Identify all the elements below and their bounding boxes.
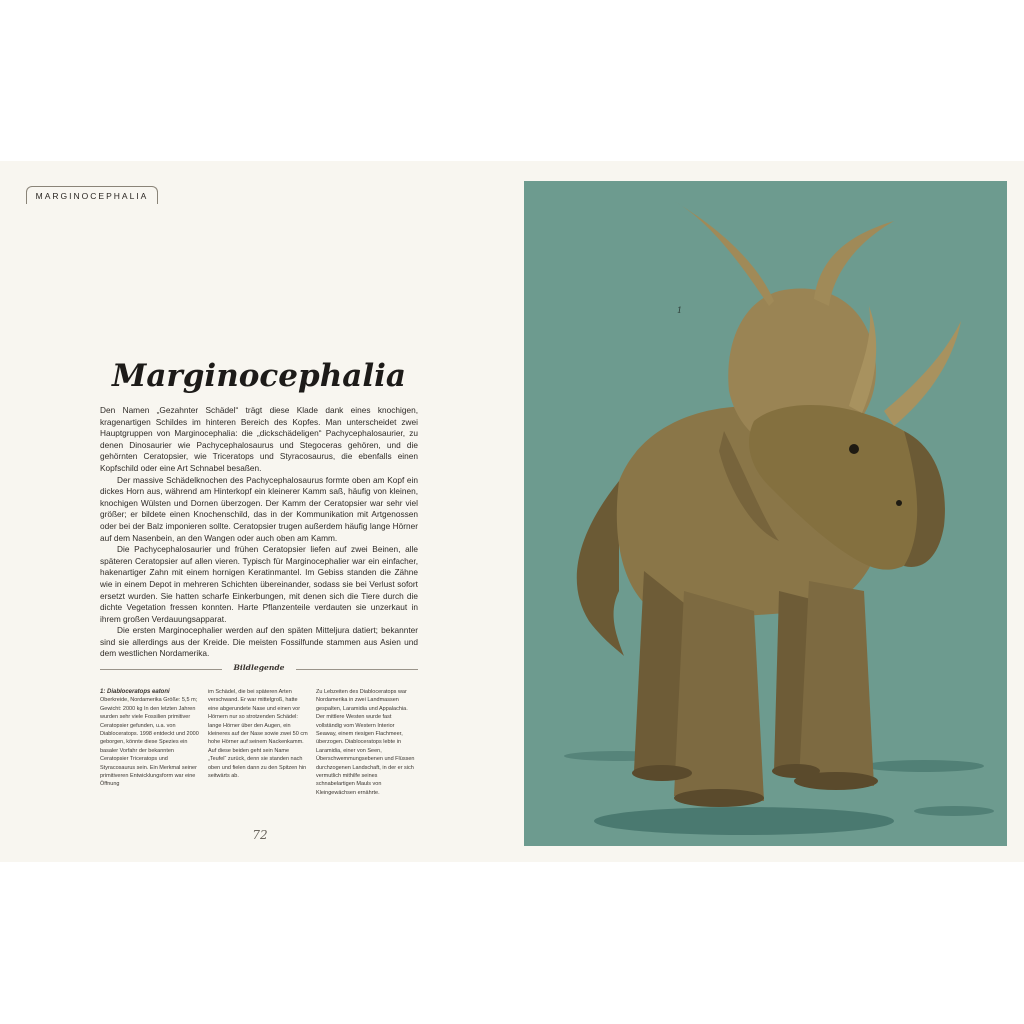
- page-title: Marginocephalia: [112, 358, 406, 394]
- legend-divider: [100, 663, 418, 677]
- caption-text: Oberkreide, Nordamerika Größe: 5,5 m; Gewicht: 2000 kg In den letzten Jahren wurden sehr viele Fossilien primitiver Ceratopsier gefunden, u.a. von Diabloceratops. 1998 entdeckt und 2000 geborgen, könnte diese Spezies ein basaler Vorfahr der bekannten Ceratopsier Triceratops und Styracosaurus sein. Ein Merkmal seiner primitiveren Entwicklungsform war eine Öffnung: [100, 697, 199, 788]
- diabloceratops-image: [524, 181, 1007, 846]
- caption-column-3: Zu Lebzeiten des Diabloceratops war Nordamerika in zwei Landmassen gespalten, Laramidia und Appalachia. Der mittlere Westen wurde fast vollständig vom Western Interior Seaway, einem riesigen Flachmeer, überzogen. Diabloceratops lebte in Laramidia, einer von Seen, Überschwemmungsebenen und Flüssen durchzogenen Landschaft, in der er sich vermutlich mithilfe seines schnabelartigen Mauls von Kleingewächsen ernährte.: [316, 689, 415, 796]
- caption-lead: 1: Diabloceratops eatoni: [100, 689, 170, 695]
- section-tab-label: MARGINOCEPHALIA: [35, 191, 149, 201]
- page-number: 72: [252, 828, 268, 842]
- body-text: [100, 405, 418, 660]
- dinosaur-illustration: [524, 181, 1007, 846]
- figure-caption: [100, 688, 420, 797]
- paragraph: Der massive Schädelknochen des Pachycephalosaurus formte oben am Kopf ein dickes Horn aus, während am Hinterkopf ein kleinerer Kamm saß, häufig von kleinen, knochigen Wülsten und Dornen überzogen. Der Kamm der Ceratopsier war sehr viel größer; er bildete einen Knochenschild, das in der Kommunikation mit Artgenossen oder bei der Balz imponieren sollte. Ceratopsier trugen außerdem häufig lange Hörner auf dem Nasenbein, an den Wangen oder auch oben am Kamm.: [100, 474, 418, 543]
- caption-column-2: im Schädel, die bei späteren Arten verschwand. Er war mittelgroß, hatte eine abgerundete Nase und einen vor Hörnern nur so strotzenden Schädel: lange Hörner über den Augen, ein kleineres auf der Nase sowie zwei 50 cm hohe Hörner auf seinem Nackenkamm. Auf diese beiden geht sein Name „Teufel“ zurück, denn sie standen nach oben und fielen dann zu den Spitzen hin seitwärts ab.: [208, 689, 308, 780]
- section-tab: [26, 186, 158, 204]
- paragraph: Die ersten Marginocephalier werden auf den späten Mitteljura datiert; bekannter sind sie allerdings aus der Kreide. Die meisten Fossilfunde stammen aus Asien und dem westlichen Nordamerika.: [100, 625, 418, 659]
- figure-number: 1: [677, 306, 683, 315]
- paragraph: Den Namen „Gezahnter Schädel“ trägt diese Klade dank eines knochigen, kragenartigen Schildes im hinteren Bereich des Kopfes. Man unterscheidet zwei Hauptgruppen von Marginocephalia: die „dickschädeligen“ Pachycephalosaurier, zu denen Dinosaurier wie Pachycephalosaurus und Stegoceras gehören, und die gehörnten Ceratopsier, wie Triceratops und Styracosaurus, die ebenfalls einen Kopfschild oder eine Art Schnabel besaßen.: [100, 405, 418, 473]
- divider-line-right: [296, 669, 418, 670]
- caption-column-1: [100, 688, 200, 797]
- legend-label: Bildlegende: [233, 663, 285, 672]
- paragraph: Die Pachycephalosaurier und frühen Ceratopsier liefen auf zwei Beinen, alle späteren Ceratopsier auf allen vieren. Typisch für Marginocephalier war ein einfacher, hakenartiger Zahn mit einem hornigen Keratinmantel. Im Gebiss standen die Zähne wie in einem Depot in mehreren Schichten übereinander, sodass sie bei Verlust sofort ersetzt wurden. Sie hatten scharfe Einkerbungen, mit denen sich die Tiere durch die dichte Vegetation fressen konnten. Harte Pflanzenteile verdauten sie unzerkaut in ihrem großen Verdauungsapparat.: [100, 544, 418, 624]
